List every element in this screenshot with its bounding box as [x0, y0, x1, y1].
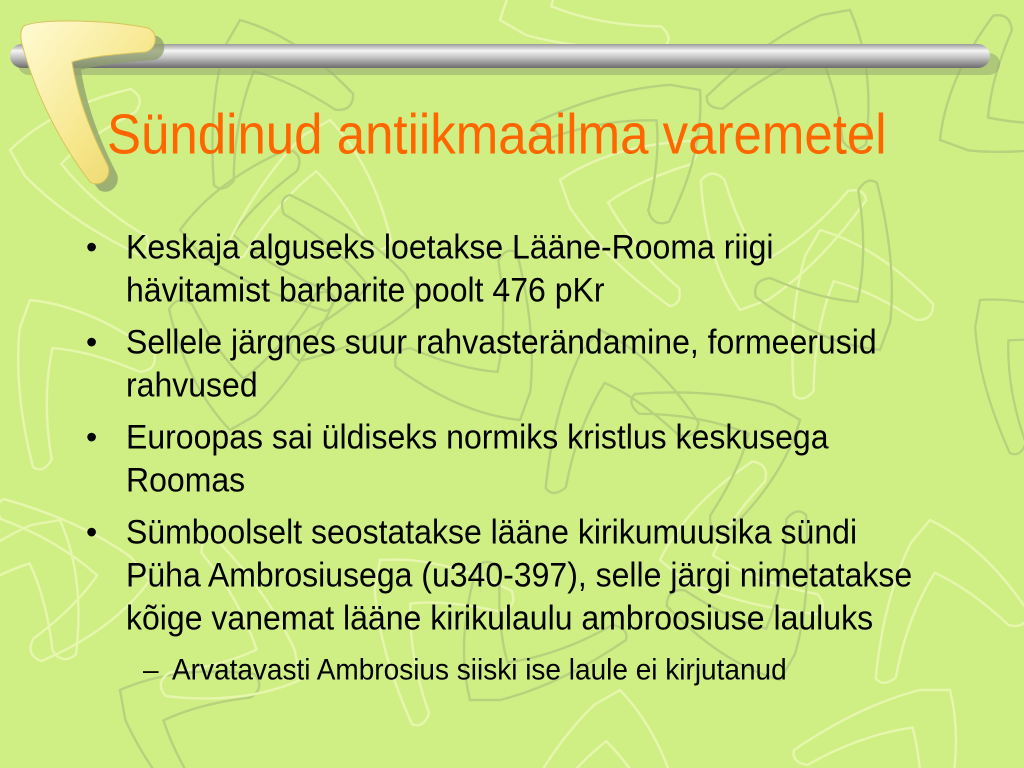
bullet-text-line: Keskaja alguseks loetakse Lääne-Rooma riigi — [126, 227, 774, 267]
bullet-text-line: Sümboolselt seostatakse lääne kirikumuusika sündi — [126, 512, 858, 552]
bullet-marker: • — [86, 514, 98, 550]
bullet-text-line: Püha Ambrosiusega (u340-397), selle järgi nimetatakse — [126, 555, 913, 595]
sub-bullet-text-line: Arvatavasti Ambrosius siiski ise laule ei kirjutanud — [172, 653, 787, 686]
sub-bullet-item — [0, 652, 1024, 688]
bullet-text-line: Roomas — [126, 460, 246, 500]
bullet-marker: • — [86, 419, 98, 455]
bullet-marker: • — [86, 324, 98, 360]
bullet-text-line: Euroopas sai üldiseks normiks kristlus keskusega — [126, 417, 829, 457]
bullet-item — [0, 511, 1024, 640]
bullet-text-line: Sellele järgnes suur rahvasterändamine, formeerusid — [126, 322, 877, 362]
bullet-text-line: kõige vanemat lääne kirikulaulu ambroosiuse lauluks — [126, 598, 874, 638]
bullet-text-line: rahvused — [126, 365, 258, 405]
bullet-item — [0, 226, 1024, 312]
sub-bullet-marker: – — [143, 654, 159, 685]
bullet-text-line: hävitamist barbarite poolt 476 pKr — [126, 270, 605, 310]
bullet-item — [0, 416, 1024, 502]
bullet-list — [0, 226, 1024, 688]
bullet-item — [0, 321, 1024, 407]
bullet-marker: • — [86, 229, 98, 265]
slide-title: Sündinud antiikmaailma varemetel — [107, 103, 887, 166]
